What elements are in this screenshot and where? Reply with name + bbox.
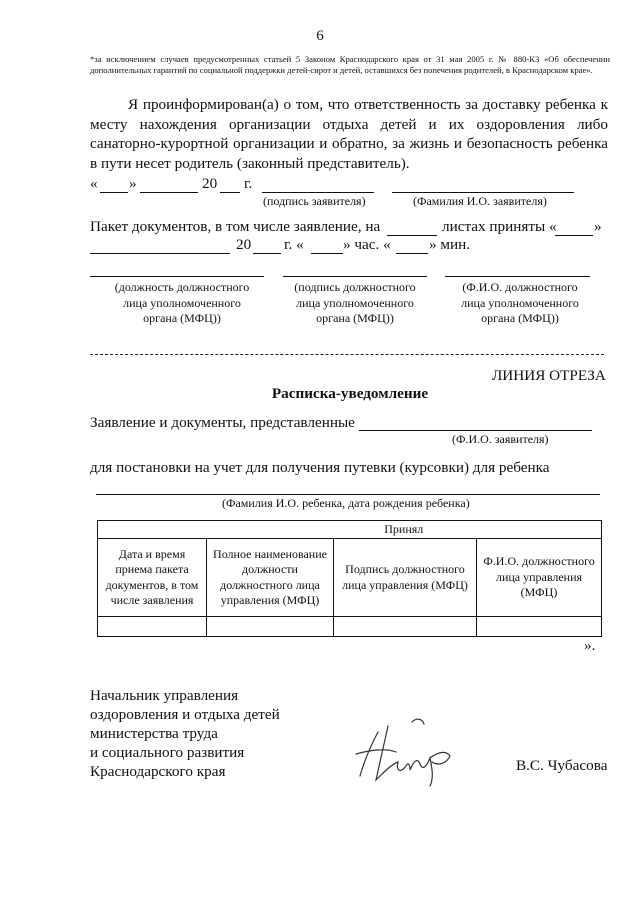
- applicant-fio-caption: (Ф.И.О. заявителя): [452, 432, 549, 446]
- column-signature: Подпись должностного лица управления (МФЦ): [334, 539, 477, 617]
- accepted-year-blank: [253, 253, 281, 254]
- purpose-text: для постановки на учет для получения путевки (курсовки) для ребенка: [90, 459, 550, 476]
- table-cell: [98, 617, 207, 637]
- page-number: 6: [316, 28, 324, 44]
- cut-line-label: ЛИНИЯ ОТРЕЗА: [492, 367, 606, 384]
- hour-blank: [311, 253, 343, 254]
- accepted-g: г. «: [284, 236, 304, 253]
- signatory-title: [90, 686, 280, 781]
- year-suffix: г.: [244, 175, 253, 192]
- table-cell: [207, 617, 334, 637]
- table-header-empty-cell: [98, 521, 207, 539]
- table-header-accepted: Принял: [207, 521, 602, 539]
- package-text: Пакет документов, в том числе заявление, на: [90, 218, 381, 235]
- signatory-title-line: Начальник управления: [90, 687, 239, 704]
- accepted-month-blank: [90, 253, 230, 254]
- day-blank: [100, 192, 128, 193]
- sheets-text: листах приняты «: [442, 218, 557, 235]
- official-position-caption: (должность должностного лица уполномоченного органа (МФЦ)): [114, 280, 250, 325]
- applicant-name-caption: (Фамилия И.О. заявителя): [413, 194, 547, 208]
- month-blank: [140, 192, 198, 193]
- signatory-title-line: и социального развития: [90, 744, 245, 761]
- accepted-quote-close: »: [594, 218, 602, 235]
- handwritten-signature: [350, 712, 455, 790]
- applicant-signature-caption: (подпись заявителя): [263, 194, 366, 208]
- minute-text: » мин.: [429, 236, 471, 253]
- responsibility-paragraph: Я проинформирован(а) о том, что ответственность за доставку ребенка к месту нахождения организации отдыха детей и их оздоровления либо санаторно-курортной организации и обратно, за жизнь и безопасность ребенка в пути несет родитель (законный представитель).: [90, 96, 608, 172]
- cut-line: [90, 354, 604, 355]
- column-full-name: Ф.И.О. должностного лица управления (МФЦ): [477, 539, 602, 617]
- table-row: [98, 617, 602, 637]
- official-name-blank: [445, 276, 590, 277]
- table-closing-mark: ».: [584, 637, 596, 654]
- column-date-time: Дата и время приема пакета документов, в том числе заявления: [98, 539, 207, 617]
- official-name-caption: (Ф.И.О. должностного лица уполномоченного органа (МФЦ)): [461, 280, 579, 325]
- official-signature-blank: [283, 276, 427, 277]
- child-info-caption: (Фамилия И.О. ребенка, дата рождения ребенка): [222, 496, 470, 510]
- date-open-quote: «: [90, 175, 98, 192]
- official-signature-caption: (подпись должностного лица уполномоченного органа (МФЦ)): [294, 280, 416, 325]
- applicant-name-blank: [392, 192, 574, 193]
- minute-blank: [396, 253, 428, 254]
- column-position: Полное наименование должности должностного лица управления (МФЦ): [207, 539, 334, 617]
- year-blank: [220, 192, 240, 193]
- signatory-name: В.С. Чубасова: [516, 757, 608, 774]
- footnote: *за исключением случаев предусмотренных статьей 5 Законом Краснодарского края от 31 мая 2005 г. № 880-КЗ «Об обеспечении дополнительных гарантий по социальной поддержки детей-сирот и детей, оставшихся без попечения родителей, в Краснодарском крае».: [90, 54, 610, 75]
- hour-text: » час. «: [343, 236, 391, 253]
- table-cell: [477, 617, 602, 637]
- acceptance-table: [97, 520, 602, 637]
- signatory-title-line: Краснодарского края: [90, 763, 226, 780]
- accepted-year-prefix: 20: [236, 236, 252, 253]
- year-prefix: 20: [202, 175, 218, 192]
- applicant-signature-blank: [262, 192, 374, 193]
- submitted-label: Заявление и документы, представленные: [90, 414, 355, 431]
- applicant-fio-blank: [359, 430, 592, 431]
- table-cell: [334, 617, 477, 637]
- child-info-blank: [96, 494, 600, 495]
- signatory-title-line: оздоровления и отдыха детей: [90, 706, 280, 723]
- official-position-blank: [90, 276, 264, 277]
- date-close-quote: »: [129, 175, 137, 192]
- accepted-day-blank: [555, 235, 593, 236]
- receipt-title: Расписка-уведомление: [271, 385, 429, 402]
- signatory-title-line: министерства труда: [90, 725, 218, 742]
